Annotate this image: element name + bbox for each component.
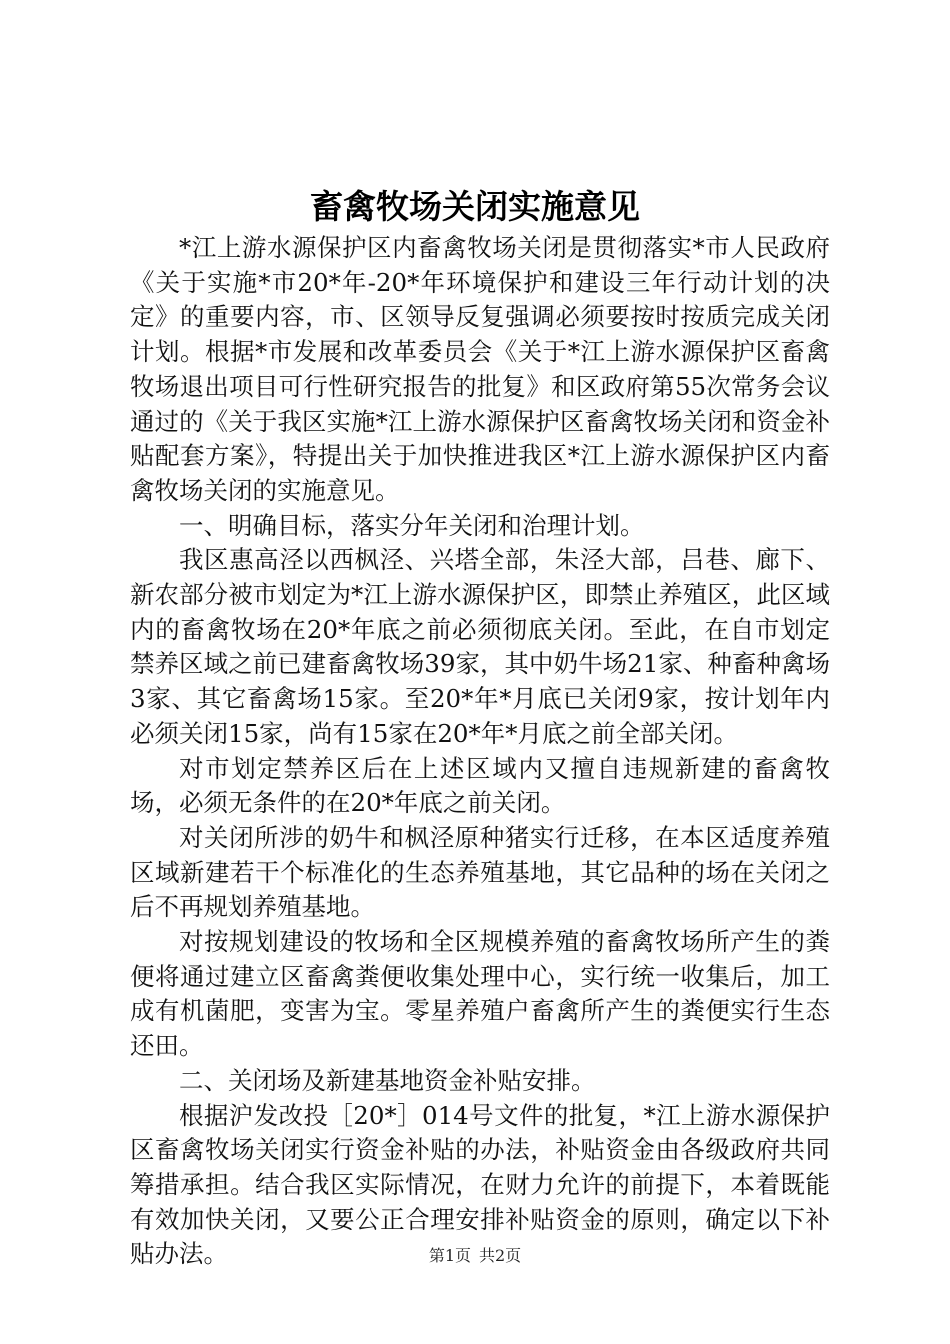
page-footer (0, 1246, 950, 1266)
document-title: 畜禽牧场关闭实施意见 (310, 187, 640, 226)
paragraph: 根据沪发改投［20*］014号文件的批复，*江上游水源保护区畜禽牧场关闭实行资金补贴的办法，补贴资金由各级政府共同筹措承担。结合我区实际情况，在财力允许的前提下，本着既能有效加快关闭，又要公正合理安排补贴资金的原则，确定以下补贴办法。 (130, 1100, 830, 1269)
page-total: 共2页 (479, 1246, 522, 1265)
paragraph: 对市划定禁养区后在上述区域内又擅自违规新建的畜禽牧场，必须无条件的在20*年底之前关闭。 (130, 753, 830, 818)
paragraph: 对按规划建设的牧场和全区规模养殖的畜禽牧场所产生的粪便将通过建立区畜禽粪便收集处理中心，实行统一收集后，加工成有机菌肥，变害为宝。零星养殖户畜禽所产生的粪便实行生态还田。 (130, 927, 830, 1061)
document-body (130, 231, 830, 1272)
page-number: 第1页 (428, 1246, 471, 1265)
paragraph: *江上游水源保护区内畜禽牧场关闭是贯彻落实*市人民政府《关于实施*市20*年-20*年环境保护和建设三年行动计划的决定》的重要内容，市、区领导反复强调必须要按时按质完成关闭计划。根据*市发展和改革委员会《关于*江上游水源保护区畜禽牧场退出项目可行性研究报告的批复》和区政府第55次常务会议通过的《关于我区实施*江上游水源保护区畜禽牧场关闭和资金补贴配套方案》，特提出关于加快推进我区*江上游水源保护区内畜禽牧场关闭的实施意见。 (130, 233, 830, 505)
section-heading: 一、明确目标，落实分年关闭和治理计划。 (179, 510, 645, 540)
paragraph: 我区惠高泾以西枫泾、兴塔全部，朱泾大部，吕巷、廊下、新农部分被市划定为*江上游水源保护区，即禁止养殖区，此区域内的畜禽牧场在20*年底之前必须彻底关闭。至此，在自市划定禁养区域之前已建畜禽牧场39家，其中奶牛场21家、种畜种禽场3家、其它畜禽场15家。至20*年*月底已关闭9家，按计划年内必须关闭15家，尚有15家在20*年*月底之前全部关闭。 (130, 545, 830, 748)
paragraph: 对关闭所涉的奶牛和枫泾原种猪实行迁移，在本区适度养殖区域新建若干个标准化的生态养殖基地，其它品种的场在关闭之后不再规划养殖基地。 (130, 822, 830, 922)
section-heading: 二、关闭场及新建基地资金补贴安排。 (179, 1065, 596, 1095)
